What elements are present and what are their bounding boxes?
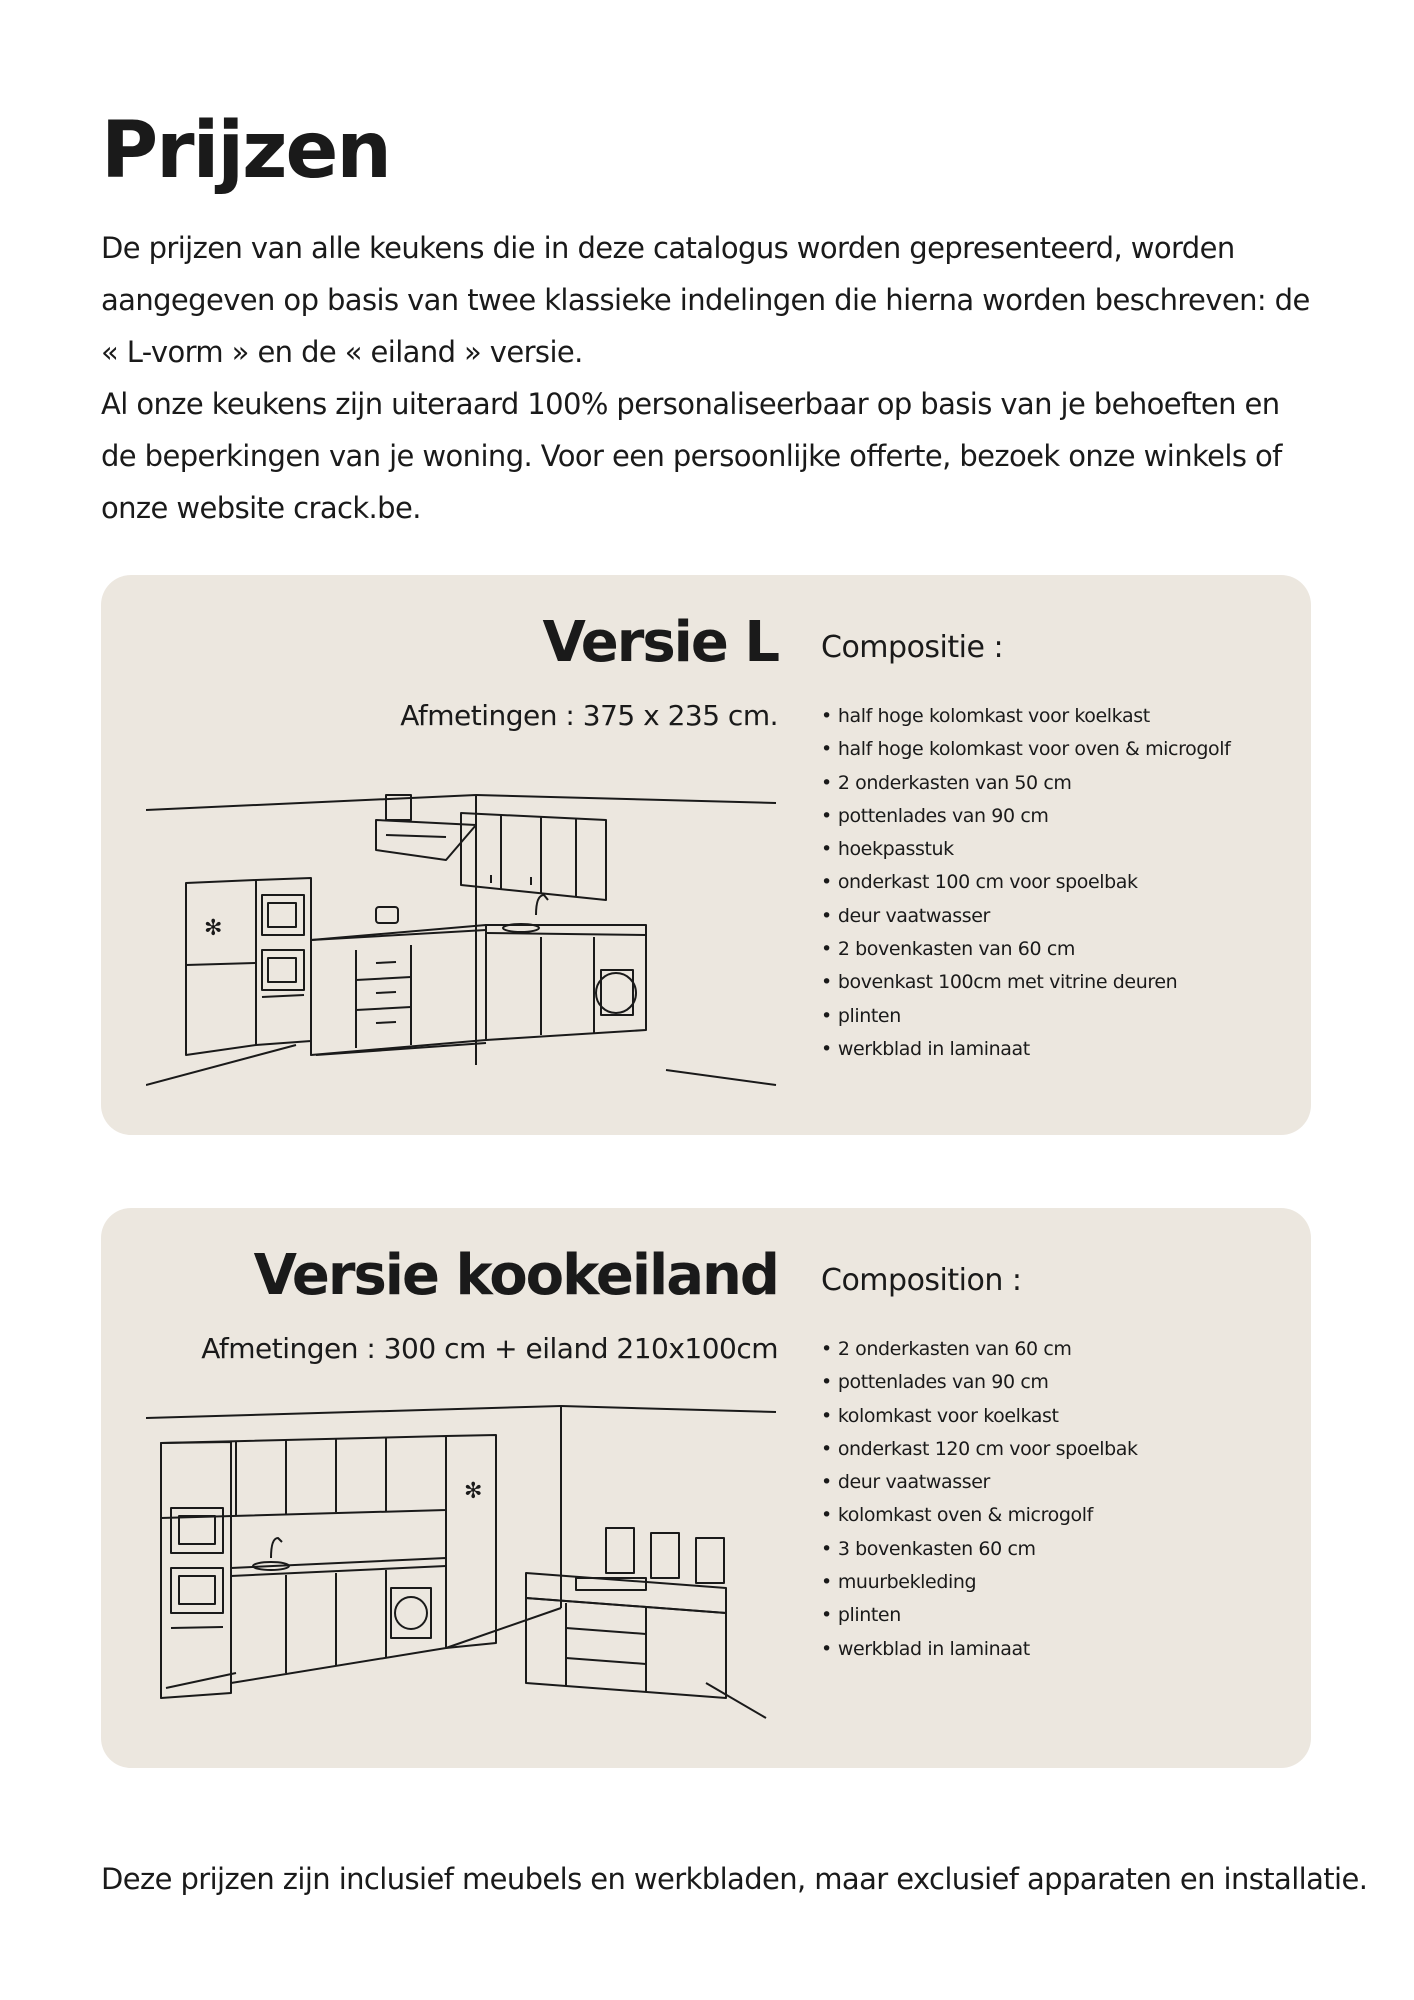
version-title: Versie kookeiland [253, 1243, 778, 1308]
svg-text:✻: ✻ [204, 916, 223, 941]
composition-item: • kolomkast voor koelkast [821, 1400, 1138, 1433]
composition-list [821, 1333, 1138, 1666]
composition-item: • half hoge kolomkast voor koelkast [821, 700, 1230, 733]
page-title: Prijzen [101, 106, 390, 196]
composition-item: • 2 onderkasten van 50 cm [821, 767, 1230, 800]
composition-item: • 2 onderkasten van 60 cm [821, 1333, 1138, 1366]
composition-item: • kolomkast oven & microgolf [821, 1499, 1138, 1532]
l-kitchen-illustration [146, 765, 786, 1115]
composition-item: • werkblad in laminaat [821, 1633, 1138, 1666]
footer-note: Deze prijzen zijn inclusief meubels en werkbladen, maar exclusief apparaten en installatie. [101, 1862, 1368, 1896]
version-dimensions: Afmetingen : 300 cm + eiland 210x100cm [201, 1332, 778, 1365]
composition-item: • plinten [821, 1000, 1230, 1033]
composition-title: Compositie : [821, 630, 1004, 665]
composition-item: • muurbekleding [821, 1566, 1138, 1599]
composition-item: • pottenlades van 90 cm [821, 1366, 1138, 1399]
intro-paragraph: Al onze keukens zijn uiteraard 100% personaliseerbaar op basis van je behoeften en de beperkingen van je woning. Voor een persoonlijke offerte, bezoek onze winkels of onze website crack.be. [101, 387, 1282, 525]
version-island-card [101, 1208, 1311, 1768]
composition-item: • 3 bovenkasten 60 cm [821, 1533, 1138, 1566]
version-l-card [101, 575, 1311, 1135]
composition-item: • bovenkast 100cm met vitrine deuren [821, 966, 1230, 999]
composition-item: • pottenlades van 90 cm [821, 800, 1230, 833]
composition-item: • deur vaatwasser [821, 900, 1230, 933]
composition-item: • werkblad in laminaat [821, 1033, 1230, 1066]
svg-text:✻: ✻ [464, 1479, 483, 1504]
island-kitchen-illustration [146, 1398, 796, 1738]
composition-item: • 2 bovenkasten van 60 cm [821, 933, 1230, 966]
composition-item: • hoekpasstuk [821, 833, 1230, 866]
composition-item: • deur vaatwasser [821, 1466, 1138, 1499]
intro-paragraph: De prijzen van alle keukens die in deze catalogus worden gepresenteerd, worden aangegeven op basis van twee klassieke indelingen die hierna worden beschreven: de « L-vorm » en de « eiland » versie. [101, 231, 1310, 369]
composition-item: • plinten [821, 1599, 1138, 1632]
composition-list [821, 700, 1230, 1066]
version-dimensions: Afmetingen : 375 x 235 cm. [400, 699, 778, 732]
version-title: Versie L [542, 610, 778, 675]
composition-item: • onderkast 120 cm voor spoelbak [821, 1433, 1138, 1466]
composition-item: • half hoge kolomkast voor oven & microgolf [821, 733, 1230, 766]
intro-text [101, 222, 1316, 534]
composition-title: Composition : [821, 1263, 1022, 1298]
composition-item: • onderkast 100 cm voor spoelbak [821, 866, 1230, 899]
